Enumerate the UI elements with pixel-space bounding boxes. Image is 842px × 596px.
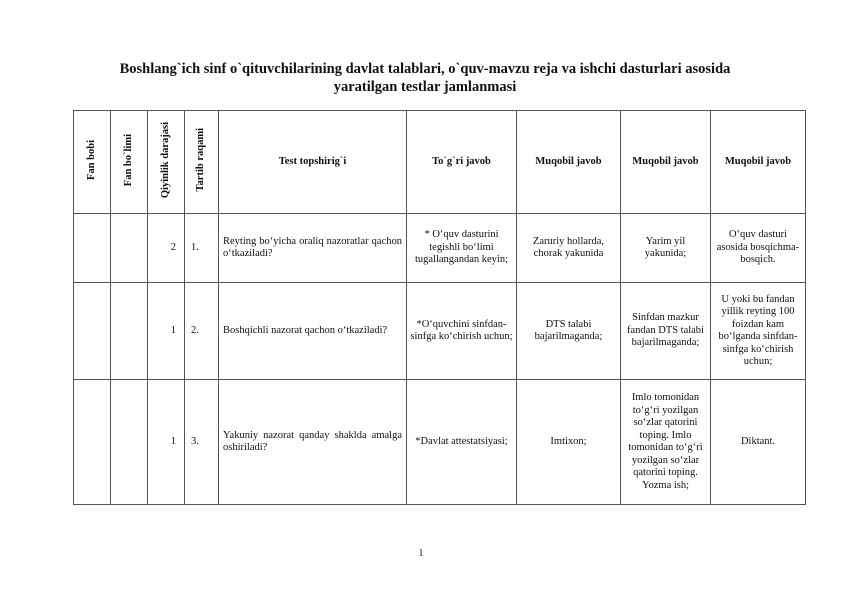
cell-correct: *O‘quvchini sinfdan-sinfga ko‘chirish uchun; [407, 283, 517, 380]
cell-qiyinlik: 2 [148, 214, 185, 283]
header-alt3: Muqobil javob [711, 111, 806, 214]
header-qiyinlik: Qiyinlik darajasi [148, 111, 185, 214]
cell-qiyinlik: 1 [148, 380, 185, 505]
table-row [74, 380, 806, 505]
cell-fan-bobi [74, 214, 111, 283]
cell-correct: *Davlat attestatsiyasi; [407, 380, 517, 505]
cell-correct: * O‘quv dasturini tegishli bo‘limi tugallangandan keyin; [407, 214, 517, 283]
cell-alt2: Yarim yil yakunida; [621, 214, 711, 283]
cell-qiyinlik: 1 [148, 283, 185, 380]
table-row [74, 214, 806, 283]
cell-fan-bolimi [111, 283, 148, 380]
cell-task: Yakuniy nazorat qanday shaklda amalga oshiriladi? [219, 380, 407, 505]
cell-alt1: Zaruriy hollarda, chorak yakunida [517, 214, 621, 283]
header-fan-bolimi: Fan bo`limi [111, 111, 148, 214]
header-alt1: Muqobil javob [517, 111, 621, 214]
header-task: Test topshirig`i [219, 111, 407, 214]
cell-fan-bolimi [111, 380, 148, 505]
cell-tartib: 2. [185, 283, 219, 380]
cell-alt3: U yoki bu fandan yillik reyting 100 foizdan kam bo‘lganda sinfdan-sinfga ko‘chirish uchun; [711, 283, 806, 380]
cell-alt2: Imlo tomonidan to‘g‘ri yozilgan so‘zlar qatorini toping. Imlo tomonidan to‘g‘ri yozilgan so‘zlar qatorini toping. Yozma ish; [621, 380, 711, 505]
header-row [74, 111, 806, 214]
document-title [60, 60, 790, 96]
cell-task: Boshqichli nazorat qachon o‘tkaziladi? [219, 283, 407, 380]
cell-tartib: 1. [185, 214, 219, 283]
header-tartib: Tartib raqami [185, 111, 219, 214]
table-row [74, 283, 806, 380]
cell-alt1: DTS talabi bajarilmaganda; [517, 283, 621, 380]
title-line-1: Boshlang`ich sinf o`qituvchilarining davlat talablari, o`quv-mavzu reja va ishchi dasturlari asosida [119, 61, 731, 77]
cell-fan-bobi [74, 283, 111, 380]
title-line-2: yaratilgan testlar jamlanmasi [333, 79, 517, 95]
page-number: 1 [418, 548, 424, 559]
cell-task: Reyting bo‘yicha oraliq nazoratlar qachon o‘tkaziladi? [219, 214, 407, 283]
header-fan-bobi: Fan bobi [74, 111, 111, 214]
header-alt2: Muqobil javob [621, 111, 711, 214]
cell-alt3: Diktant. [711, 380, 806, 505]
tests-table [73, 110, 806, 505]
cell-fan-bolimi [111, 214, 148, 283]
cell-fan-bobi [74, 380, 111, 505]
cell-tartib: 3. [185, 380, 219, 505]
cell-alt3: O‘quv dasturi asosida bosqichma-bosqich. [711, 214, 806, 283]
cell-alt2: Sinfdan mazkur fandan DTS talabi bajarilmaganda; [621, 283, 711, 380]
cell-alt1: Imtixon; [517, 380, 621, 505]
header-correct: To`g`ri javob [407, 111, 517, 214]
